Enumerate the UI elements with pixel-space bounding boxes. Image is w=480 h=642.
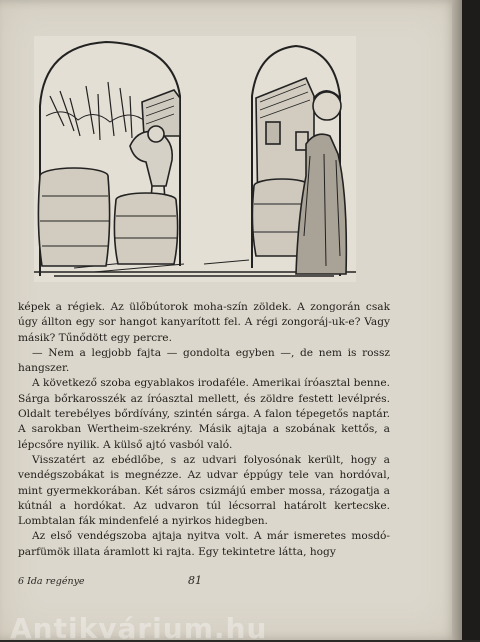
page-footer	[18, 574, 390, 590]
page-number: 81	[188, 574, 202, 587]
watermark: Antikvárium.hu	[10, 612, 268, 642]
paragraph: A következő szoba egyablakos irodaféle. Amerikai íróasztal benne. Sárga bőrkarosszék az íróasztal mellett, és zöldre festett levélprés. Oldalt terebélyes bőrdívány, szintén sárga. A falon tépegetős naptár. A sarokban Wertheim-szekrény. Másik ajtaja a szobának kettős, a lépcsőre nyilik. A külső ajtó vasból való.	[18, 377, 390, 451]
body-text	[18, 300, 390, 560]
paragraph: Az első vendégszoba ajtaja nyitva volt. A már ismeretes mosdó-parfümök illata áramlott ki rajta. Egy tekintetre látta, hogy	[18, 530, 390, 558]
paragraph: képek a régiek. Az ülőbútorok moha-szín zöldek. A zongorán csak úgy állton egy sor hangot kanyarított fel. A régi zongoráj-uk-e? Vagy másik? Tűnődött egy percre.	[18, 301, 390, 344]
paragraph: Visszatért az ebédlőbe, s az udvari folyosónak került, hogy a vendégszobákat is megnézze. Az udvar éppúgy tele van hordóval, mint gyermekkorában. Két sáros csizmájú ember mossa, rázogatja a kútnál a hordókat. Az udvaron túl lécsorral határolt kertecske. Lombtalan fák mindenfelé a nyirkos hidegben.	[18, 453, 390, 528]
illustration-wine-cellar-doorway	[34, 36, 356, 282]
signature-mark: 6 Ida regénye	[18, 576, 85, 587]
paragraph: — Nem a legjobb fajta — gondolta egyben —, de nem is rossz hangszer.	[18, 346, 390, 375]
page-edge	[452, 0, 462, 640]
book-cover-edge	[462, 0, 480, 640]
